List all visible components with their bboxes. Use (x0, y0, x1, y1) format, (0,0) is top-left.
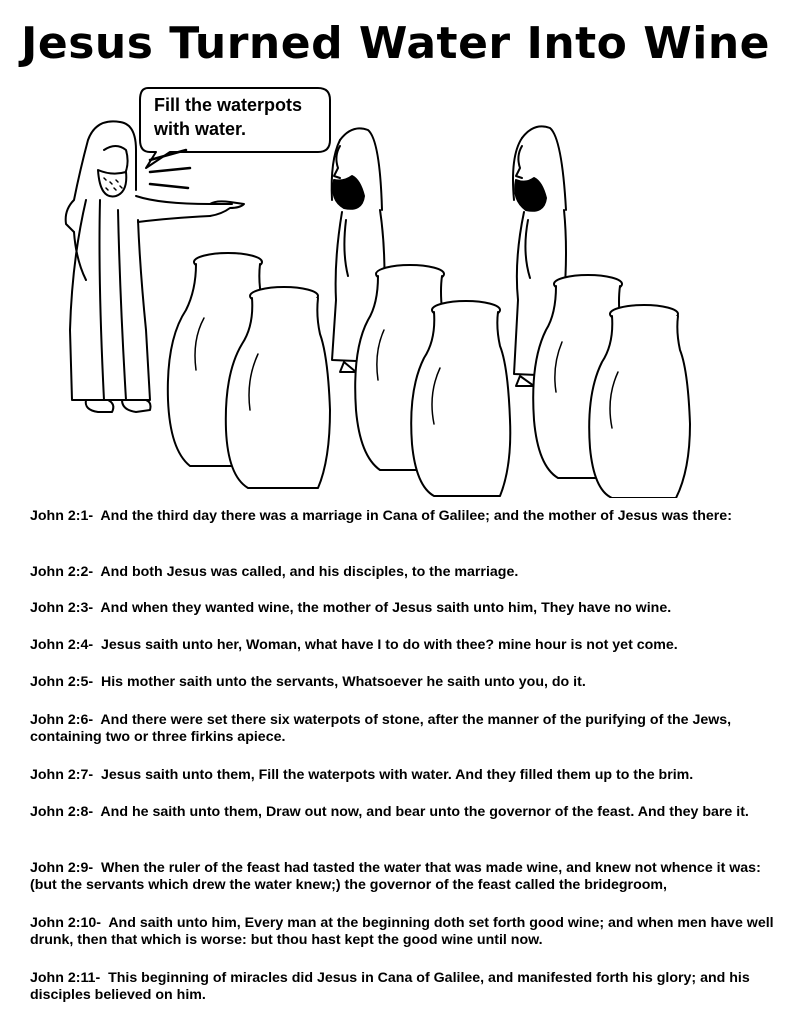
verse-text: And the third day there was a marriage in Cana of Galilee; and the mother of Jesus was there: (100, 508, 732, 524)
verse-john-2-4 (30, 637, 780, 654)
verse-text: His mother saith unto the servants, Whatsoever he saith unto you, do it. (100, 674, 586, 690)
verse-john-2-2 (30, 564, 780, 581)
verse-text: And there were set there six waterpots of stone, after the manner of the purifying of the Jews, containing two or three firkins apiece. (30, 712, 732, 745)
story-illustration (0, 78, 791, 498)
verse-ref: John 2:6- (30, 712, 94, 728)
verse-ref: John 2:10- (30, 915, 101, 931)
verse-ref: John 2:1- (30, 508, 94, 524)
verse-john-2-6 (30, 712, 780, 746)
verse-text: And he saith unto them, Draw out now, and bear unto the governor of the feast. And they bare it. (100, 804, 749, 820)
verse-ref: John 2:5- (30, 674, 94, 690)
speech-line-1: Fill the waterpots (154, 95, 303, 115)
verse-john-2-9 (30, 860, 780, 894)
speech-line-2: with water. (154, 119, 247, 139)
verse-text: Jesus saith unto them, Fill the waterpots with water. And they filled them up to the brim. (100, 767, 694, 783)
verse-text: Jesus saith unto her, Woman, what have I to do with thee? mine hour is not yet come. (100, 637, 678, 653)
verse-ref: John 2:9- (30, 860, 94, 876)
verse-john-2-1 (30, 508, 780, 525)
verse-ref: John 2:7- (30, 767, 94, 783)
verse-john-2-8 (30, 804, 780, 821)
verse-ref: John 2:3- (30, 600, 94, 616)
verse-text: And when they wanted wine, the mother of Jesus saith unto him, They have no wine. (100, 600, 672, 616)
verse-ref: John 2:11- (30, 970, 101, 986)
verse-text: And both Jesus was called, and his disciples, to the marriage. (100, 564, 519, 580)
verse-text: When the ruler of the feast had tasted the water that was made wine, and knew not whence it was: (but the servants which drew the water knew;) the governor of the feast called the bridegroom, (30, 860, 761, 893)
verse-john-2-7 (30, 767, 780, 784)
page-title: Jesus Turned Water Into Wine (20, 18, 771, 69)
verse-john-2-3 (30, 600, 780, 617)
verse-john-2-5 (30, 674, 780, 691)
verse-ref: John 2:4- (30, 637, 94, 653)
verse-ref: John 2:2- (30, 564, 94, 580)
verse-john-2-11 (30, 970, 780, 1004)
verse-text: And saith unto him, Every man at the beginning doth set forth good wine; and when men have well drunk, then that which is worse: but thou hast kept the good wine until now. (30, 915, 774, 948)
verse-text: This beginning of miracles did Jesus in Cana of Galilee, and manifested forth his glory; and his disciples believed on him. (30, 970, 750, 1003)
verse-ref: John 2:8- (30, 804, 94, 820)
verse-john-2-10 (30, 915, 780, 949)
